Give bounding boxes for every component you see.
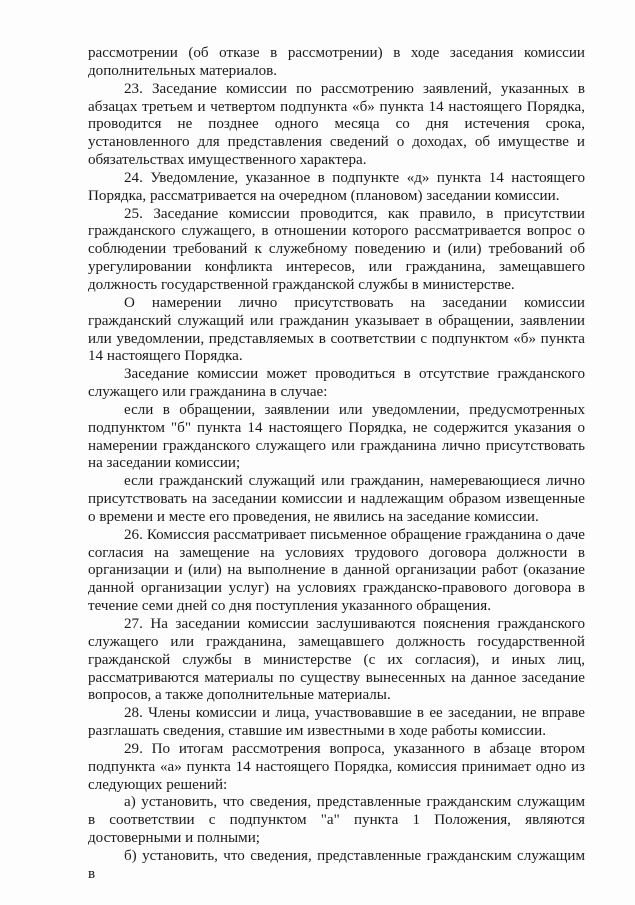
paragraph-29-a: а) установить, что сведения, представленные гражданским служащим в соответствии с подпунктом "а" пункта 1 Положения, являются достоверными и полными; [88, 794, 585, 847]
paragraph-25: 25. Заседание комиссии проводится, как правило, в присутствии гражданского служащего, в отношении которого рассматривается вопрос о соблюдении требований к служебному поведению и (или) требований об урегулировании конфликта интересов, или гражданина, замещавшего должность государственной гражданской службы в министерстве. [88, 205, 585, 293]
paragraph-continuation: рассмотрении (об отказе в рассмотрении) в ходе заседания комиссии дополнительных материалов. [88, 45, 585, 79]
paragraph-23: 23. Заседание комиссии по рассмотрению заявлений, указанных в абзацах третьем и четвертом подпункта «б» пункта 14 настоящего Порядка, проводится не позднее одного месяца со дня истечения срока, установленного для представления сведений о доходах, об имуществе и обязательствах имущественного характера. [88, 80, 585, 169]
paragraph-27: 27. На заседании комиссии заслушиваются пояснения гражданского служащего или гражданина, замещавшего должность государственной гражданской службы в министерстве (с их согласия), и иных лиц, рассматриваются материалы по существу вынесенных на данное заседание вопросов, а также дополнительные материалы. [88, 616, 585, 704]
paragraph-24: 24. Уведомление, указанное в подпункте «д» пункта 14 настоящего Порядка, рассматривается на очередном (плановом) заседании комиссии. [88, 169, 585, 204]
document-text [88, 45, 585, 884]
paragraph-25-case-2: если гражданский служащий или гражданин, намеревающиеся лично присутствовать на заседании комиссии и надлежащим образом извещенные о времени и месте его проведения, не явились на заседание комиссии. [88, 473, 585, 525]
paragraph-28: 28. Члены комиссии и лица, участвовавшие в ее заседании, не вправе разглашать сведения, ставшие им известными в ходе работы комиссии. [88, 705, 585, 740]
paragraph-25-case-1: если в обращении, заявлении или уведомлении, предусмотренных подпунктом "б" пункта 14 настоящего Порядка, не содержится указания о намерении гражданского служащего или гражданина лично присутствовать на заседании комиссии; [88, 401, 585, 472]
paragraph-25-absence: Заседание комиссии может проводиться в отсутствие гражданского служащего или гражданина в случае: [88, 366, 585, 401]
paragraph-29: 29. По итогам рассмотрения вопроса, указанного в абзаце втором подпункта «а» пункта 14 настоящего Порядка, комиссия принимает одно из следующих решений: [88, 740, 585, 793]
paragraph-26: 26. Комиссия рассматривает письменное обращение гражданина о даче согласия на замещение на условиях трудового договора должности в организации и (или) на выполнение в данной организации работ (оказание данной организации услуг) на условиях гражданско-правового договора в течение семи дней со дня поступления указанного обращения. [88, 526, 585, 615]
paragraph-25-intent: О намерении лично присутствовать на заседании комиссии гражданский служащий или гражданин указывает в обращении, заявлении или уведомлении, представляемых в соответствии с подпунктом «б» пункта 14 настоящего Порядка. [88, 294, 585, 365]
paragraph-29-b: б) установить, что сведения, представленные гражданским служащим в [88, 847, 585, 882]
